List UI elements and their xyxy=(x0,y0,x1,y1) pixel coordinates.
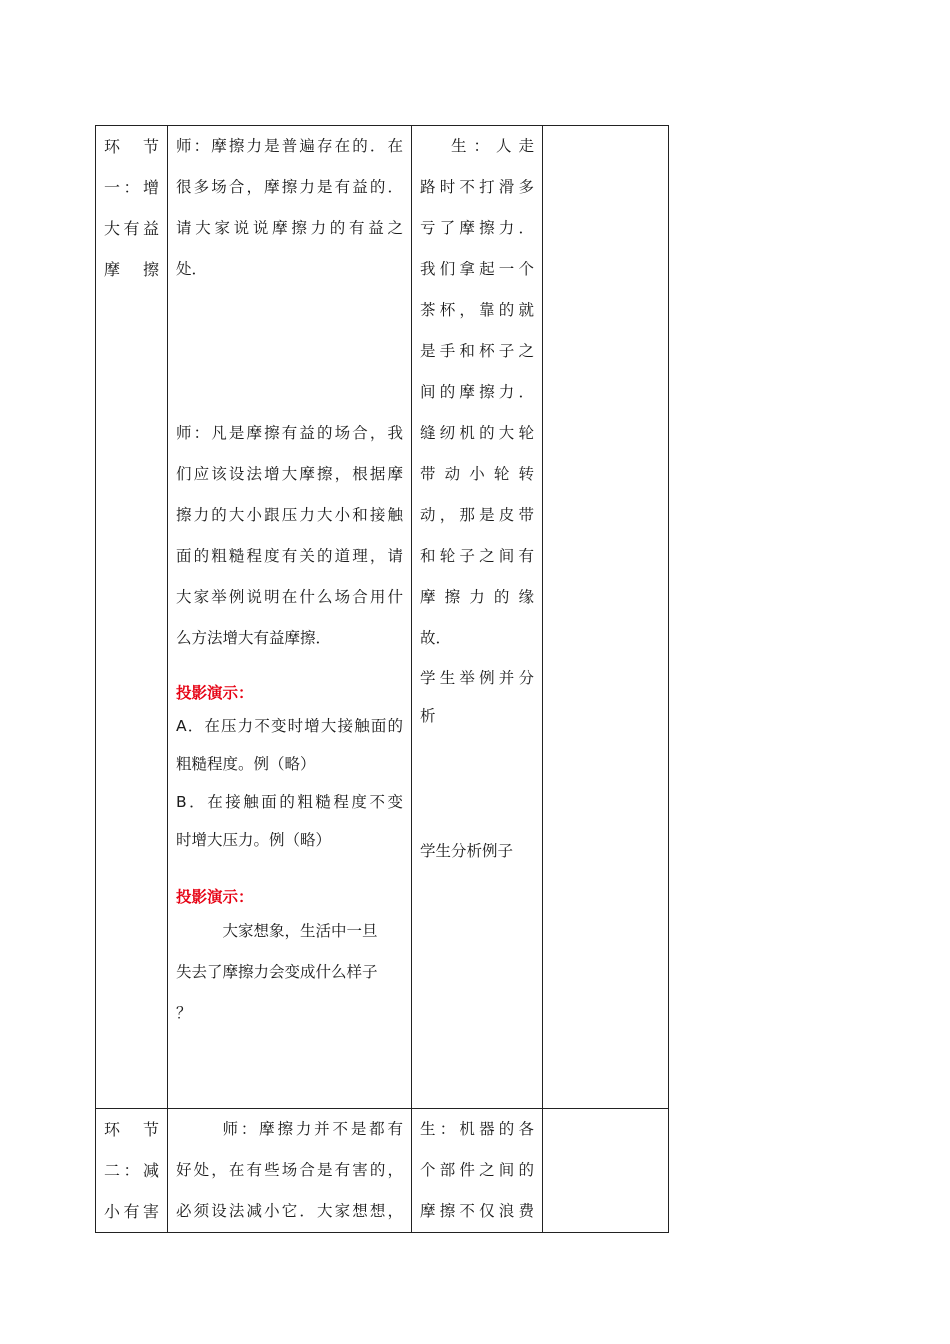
table-row xyxy=(96,126,669,1109)
spacer xyxy=(420,735,534,831)
teacher-text-line: 大家举例说明在什么场合用什 xyxy=(176,588,403,606)
teacher-text-line: 好处，在有些场合是有害的， xyxy=(176,1161,403,1179)
spacer xyxy=(176,659,403,679)
teacher-text-line: 们应该设法增大摩擦，根据摩 xyxy=(176,465,403,483)
student-text-line: 是手和杯子之 xyxy=(420,342,534,360)
stage-line: 摩擦 xyxy=(104,260,159,279)
imagine-line: 失去了摩擦力会变成什么样子 xyxy=(176,963,378,981)
student-text-line: 生：人走 xyxy=(451,137,534,155)
student-activity-cell xyxy=(412,126,543,1109)
lesson-plan-table xyxy=(95,125,669,1233)
teacher-text-line: 师：摩擦力并不是都有 xyxy=(222,1120,403,1138)
student-text-line: 和轮子之间有 xyxy=(420,547,534,565)
student-text-line: 间的摩擦力． xyxy=(420,383,534,401)
student-activity-cell xyxy=(412,1109,543,1233)
stage-cell xyxy=(96,126,168,1109)
stage-line: 大有益 xyxy=(104,219,159,238)
student-text-line: 带动小轮转 xyxy=(420,465,534,483)
projection-label: 投影演示： xyxy=(176,684,254,702)
student-text-line: 生：机器的各 xyxy=(420,1120,534,1138)
stage-cell xyxy=(96,1109,168,1233)
spacer xyxy=(176,290,403,413)
table-row xyxy=(96,1109,669,1233)
imagine-line: ？ xyxy=(176,1004,192,1022)
student-text-line: 摩擦力的缘 xyxy=(420,588,534,606)
notes-cell xyxy=(543,1109,669,1233)
student-example-line: 学生举例并分 xyxy=(420,669,534,687)
teacher-activity-cell xyxy=(168,126,412,1109)
stage-line: 小有害 xyxy=(104,1202,159,1221)
stage-line: 一：增 xyxy=(104,178,159,197)
student-text-line: 缝纫机的大轮 xyxy=(420,424,534,442)
student-text-line: 亏了摩擦力． xyxy=(420,219,534,237)
imagine-line: 大家想象，生活中一旦 xyxy=(222,922,378,940)
student-example-line: 析 xyxy=(420,707,436,725)
stage-line: 环节 xyxy=(104,137,159,156)
projection-label: 投影演示： xyxy=(176,888,254,906)
item-a-line: A．在压力不变时增大接触面的 xyxy=(176,717,403,735)
teacher-text-line: 擦力的大小跟压力大小和接触 xyxy=(176,506,403,524)
teacher-text-line: 师：摩擦力是普遍存在的．在 xyxy=(176,137,403,155)
teacher-text-line: 请大家说说摩擦力的有益之 xyxy=(176,219,403,237)
item-b-line: 时增大压力。例（略） xyxy=(176,831,332,849)
student-analysis-line: 学生分析例子 xyxy=(420,842,514,860)
student-text-line: 路时不打滑多 xyxy=(420,178,534,196)
teacher-text-line: 么方法增大有益摩擦． xyxy=(176,629,332,647)
teacher-activity-cell xyxy=(168,1109,412,1233)
item-b-line: B．在接触面的粗糙程度不变 xyxy=(176,793,403,811)
notes-cell xyxy=(543,126,669,1109)
teacher-text-line: 师：凡是摩擦有益的场合，我 xyxy=(176,424,403,442)
stage-line: 二：减 xyxy=(104,1161,159,1180)
student-text-line: 摩擦不仅浪费 xyxy=(420,1202,534,1220)
student-text-line: 茶杯，靠的就 xyxy=(420,301,534,319)
teacher-text-line: 面的粗糙程度有关的道理，请 xyxy=(176,547,403,565)
student-text-line: 个部件之间的 xyxy=(420,1161,534,1179)
stage-line: 环 节 xyxy=(104,1120,159,1139)
teacher-text-line: 处． xyxy=(176,260,208,278)
teacher-text-line: 很多场合，摩擦力是有益的． xyxy=(176,178,403,196)
teacher-text-line: 必须设法减小它．大家想想， xyxy=(176,1202,403,1220)
student-text-line: 动，那是皮带 xyxy=(420,506,534,524)
spacer xyxy=(176,859,403,883)
student-text-line: 我们拿起一个 xyxy=(420,260,534,278)
student-text-line: 故． xyxy=(420,629,452,647)
item-a-line: 粗糙程度。例（略） xyxy=(176,755,316,773)
